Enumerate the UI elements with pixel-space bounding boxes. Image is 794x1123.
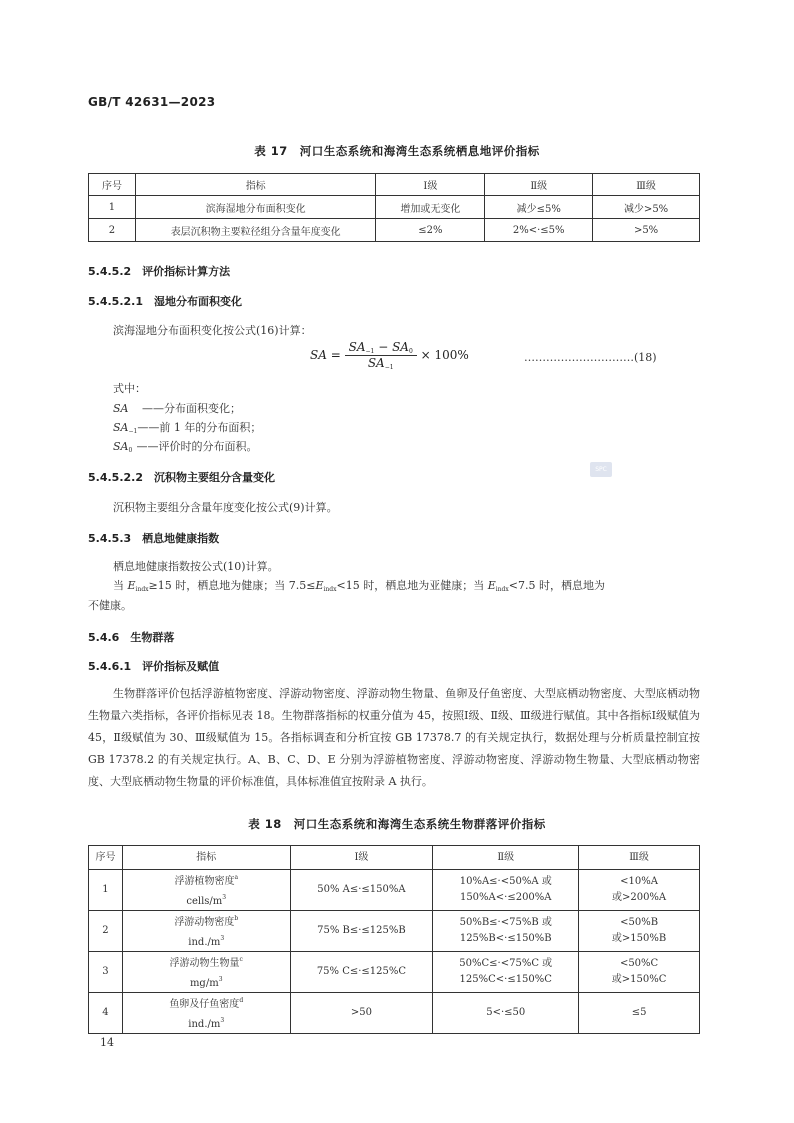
table18-header-cell: 序号 bbox=[89, 846, 123, 870]
formula-symbol: SA bbox=[348, 340, 366, 354]
table-row bbox=[89, 952, 700, 993]
indicator-name-line bbox=[127, 952, 286, 972]
table-row bbox=[89, 911, 700, 952]
table-cell bbox=[433, 911, 579, 952]
table18-header-cell: 指标 bbox=[122, 846, 290, 870]
formula-fraction bbox=[345, 340, 417, 371]
indicator-name-line bbox=[127, 870, 286, 890]
table18-header-cell: Ⅰ级 bbox=[290, 846, 433, 870]
unit-superscript: 3 bbox=[220, 935, 225, 942]
footnote-mark: b bbox=[234, 915, 239, 922]
formula-lhs: SA bbox=[310, 348, 327, 362]
def-symbol: SA bbox=[113, 421, 129, 434]
table-cell: 减少≤5% bbox=[485, 196, 593, 219]
formula-subscript: −1 bbox=[384, 364, 394, 371]
table-cell: 50% A≤·≤150%A bbox=[290, 870, 433, 911]
table-cell bbox=[122, 993, 290, 1034]
cell-line: <50%C bbox=[619, 958, 659, 969]
cell-line: 或>150%C bbox=[611, 974, 667, 985]
cell-line: <10%A bbox=[620, 876, 658, 887]
def-row bbox=[113, 400, 241, 416]
formula-eq: = bbox=[330, 348, 341, 362]
table18-header-cell: Ⅱ级 bbox=[433, 846, 579, 870]
table-cell: 2 bbox=[89, 219, 136, 242]
formula-subscript: 0 bbox=[408, 348, 413, 355]
paragraph: 生物群落评价包括浮游植物密度、浮游动物密度、浮游动物生物量、鱼卵及仔鱼密度、大型底栖动物密度、大型底栖动物生物量六类指标，各评价指标见表 18。生物群落指标的权重分值为 45，按照Ⅰ级、Ⅱ级、Ⅲ级进行赋值。其中各指标Ⅰ级赋值为 45，Ⅱ级赋值为 30、Ⅲ级赋值为 15。各指标调查和分析宜按 GB 17378.7 的有关规定执行，数据处理与分析质量控制宜按 GB 17378.2 的有关规定执行。A、B、C、D、E 分别为浮游植物密度、浮游动物密度、浮游动物生物量、大型底栖动物密度、大型底栖动物生物量的评价标准值，具体标准值宜按附录 A 执行。 bbox=[88, 687, 700, 788]
table-cell: 2%<·≤5% bbox=[485, 219, 593, 242]
indicator-unit: mg/m bbox=[189, 978, 219, 989]
table17-header-row bbox=[89, 174, 700, 196]
table17 bbox=[88, 173, 700, 242]
table-cell: 4 bbox=[89, 993, 123, 1034]
def-symbol: SA bbox=[113, 402, 129, 415]
section-heading: 5.4.5.2.2 沉积物主要组分含量变化 bbox=[88, 471, 275, 484]
symbol-e: E bbox=[315, 579, 324, 592]
table17-header-cell: Ⅰ级 bbox=[376, 174, 485, 196]
formula-number: …………………………(18) bbox=[524, 351, 657, 364]
section-heading: 5.4.5.2.1 湿地分布面积变化 bbox=[88, 295, 242, 308]
table-cell: 表层沉积物主要粒径组分含量年度变化 bbox=[135, 219, 376, 242]
indicator-name: 浮游动物密度 bbox=[174, 917, 235, 928]
text-run: <15 时，栖息地为亚健康；当 bbox=[336, 579, 485, 592]
section-heading: 5.4.5.3 栖息地健康指数 bbox=[88, 532, 220, 545]
indicator-unit: cells/m bbox=[186, 896, 223, 907]
table-cell: 减少>5% bbox=[593, 196, 700, 219]
table18-header-row bbox=[89, 846, 700, 870]
cell-line: 10%A≤·<50%A 或 bbox=[459, 876, 552, 887]
table-cell: ≤2% bbox=[376, 219, 485, 242]
condition-line-end: 不健康。 bbox=[88, 599, 132, 612]
unit-superscript: 3 bbox=[218, 976, 223, 983]
formula-subscript: −1 bbox=[365, 348, 375, 355]
text-run: ≥15 时，栖息地为健康；当 7.5≤ bbox=[148, 579, 316, 592]
formula-denominator bbox=[345, 356, 417, 371]
indicator-name-line bbox=[127, 911, 286, 931]
symbol-e: E bbox=[487, 579, 496, 592]
table-row bbox=[89, 993, 700, 1034]
table17-header-cell: Ⅲ级 bbox=[593, 174, 700, 196]
cell-line: 或>200%A bbox=[611, 892, 667, 903]
table-cell bbox=[122, 870, 290, 911]
formula-18 bbox=[310, 340, 510, 371]
unit-superscript: 3 bbox=[220, 1017, 225, 1024]
def-row bbox=[113, 438, 257, 454]
cell-line: 125%C<·≤150%C bbox=[459, 974, 552, 985]
paragraph: 沉积物主要组分含量年度变化按公式(9)计算。 bbox=[113, 501, 338, 514]
table-cell: 75% B≤·≤125%B bbox=[290, 911, 433, 952]
section-heading: 5.4.5.2 评价指标计算方法 bbox=[88, 265, 231, 278]
table-cell bbox=[579, 911, 700, 952]
footnote-mark: a bbox=[234, 874, 239, 881]
formula-symbol: SA bbox=[367, 356, 385, 370]
table18-caption: 表 18 河口生态系统和海湾生态系统生物群落评价指标 bbox=[248, 817, 546, 831]
indicator-name: 鱼卵及仔鱼密度 bbox=[169, 999, 240, 1010]
table18-header-cell: Ⅲ级 bbox=[579, 846, 700, 870]
symbol-e: E bbox=[127, 579, 136, 592]
footnote-mark: d bbox=[239, 997, 244, 1004]
watermark-logo: SPC bbox=[590, 462, 612, 477]
cell-line: 50%B≤·<75%B 或 bbox=[459, 917, 552, 928]
cell-line: 50%C≤·<75%C 或 bbox=[459, 958, 553, 969]
formula-times: × 100% bbox=[420, 348, 469, 362]
indicator-unit-line bbox=[127, 931, 286, 951]
table-cell: 1 bbox=[89, 196, 136, 219]
subscript: indx bbox=[495, 586, 509, 593]
formula-numerator bbox=[345, 340, 417, 356]
standard-code: GB/T 42631—2023 bbox=[88, 95, 216, 109]
table-cell bbox=[433, 952, 579, 993]
subscript: indx bbox=[323, 586, 337, 593]
table-cell bbox=[122, 952, 290, 993]
cell-line: 或>150%B bbox=[611, 933, 667, 944]
formula-operator: − bbox=[378, 340, 389, 354]
def-desc: ——前 1 年的分布面积； bbox=[137, 421, 262, 434]
table17-header-cell: Ⅱ级 bbox=[485, 174, 593, 196]
text-run: <7.5 时，栖息地为 bbox=[508, 579, 605, 592]
indicator-unit-line bbox=[127, 1013, 286, 1033]
paragraph: 栖息地健康指数按公式(10)计算。 bbox=[113, 560, 279, 573]
table-cell bbox=[579, 870, 700, 911]
cell-line: <50%B bbox=[620, 917, 659, 928]
condition-line bbox=[113, 577, 701, 593]
table-row bbox=[89, 870, 700, 911]
table-cell: 2 bbox=[89, 911, 123, 952]
footnote-mark: c bbox=[239, 956, 243, 963]
table-cell: 1 bbox=[89, 870, 123, 911]
table-cell bbox=[122, 911, 290, 952]
indicator-unit-line bbox=[127, 972, 286, 992]
table-row bbox=[89, 219, 700, 242]
table-cell bbox=[579, 952, 700, 993]
def-subscript: −1 bbox=[128, 428, 138, 435]
cell-line: 125%B<·≤150%B bbox=[459, 933, 552, 944]
indicator-unit-line bbox=[127, 890, 286, 910]
table-cell: 增加或无变化 bbox=[376, 196, 485, 219]
table17-header-cell: 序号 bbox=[89, 174, 136, 196]
page-number: 14 bbox=[100, 1036, 114, 1049]
table-cell bbox=[433, 870, 579, 911]
table17-caption: 表 17 河口生态系统和海湾生态系统栖息地评价指标 bbox=[254, 144, 540, 158]
table-cell: 滨海湿地分布面积变化 bbox=[135, 196, 376, 219]
table-cell: 5<·≤50 bbox=[433, 993, 579, 1034]
def-desc: ——分布面积变化； bbox=[142, 402, 241, 415]
text-run: 当 bbox=[113, 579, 124, 592]
table-cell: >5% bbox=[593, 219, 700, 242]
indicator-name-line bbox=[127, 993, 286, 1013]
unit-superscript: 3 bbox=[222, 894, 227, 901]
table17-header-cell: 指标 bbox=[135, 174, 376, 196]
table-cell: ≤5 bbox=[579, 993, 700, 1034]
def-subscript: 0 bbox=[128, 447, 133, 454]
table-cell: >50 bbox=[290, 993, 433, 1034]
section-heading: 5.4.6 生物群落 bbox=[88, 631, 175, 644]
subscript: indx bbox=[135, 586, 149, 593]
def-symbol: SA bbox=[113, 440, 129, 453]
where-label: 式中： bbox=[113, 382, 146, 395]
indicator-name: 浮游植物密度 bbox=[174, 876, 235, 887]
indicator-name: 浮游动物生物量 bbox=[169, 958, 240, 969]
indicator-unit: ind./m bbox=[188, 1019, 221, 1030]
section-heading: 5.4.6.1 评价指标及赋值 bbox=[88, 660, 220, 673]
cell-line: 150%A<·≤200%A bbox=[459, 892, 552, 903]
table-cell: 75% C≤·≤125%C bbox=[290, 952, 433, 993]
def-desc: ——评价时的分布面积。 bbox=[136, 440, 258, 453]
table-row bbox=[89, 196, 700, 219]
formula-symbol: SA bbox=[392, 340, 409, 354]
formula-intro: 滨海湿地分布面积变化按公式(16)计算： bbox=[113, 324, 312, 337]
table-cell: 3 bbox=[89, 952, 123, 993]
table18 bbox=[88, 845, 700, 1034]
def-row bbox=[113, 419, 261, 435]
indicator-unit: ind./m bbox=[188, 937, 221, 948]
